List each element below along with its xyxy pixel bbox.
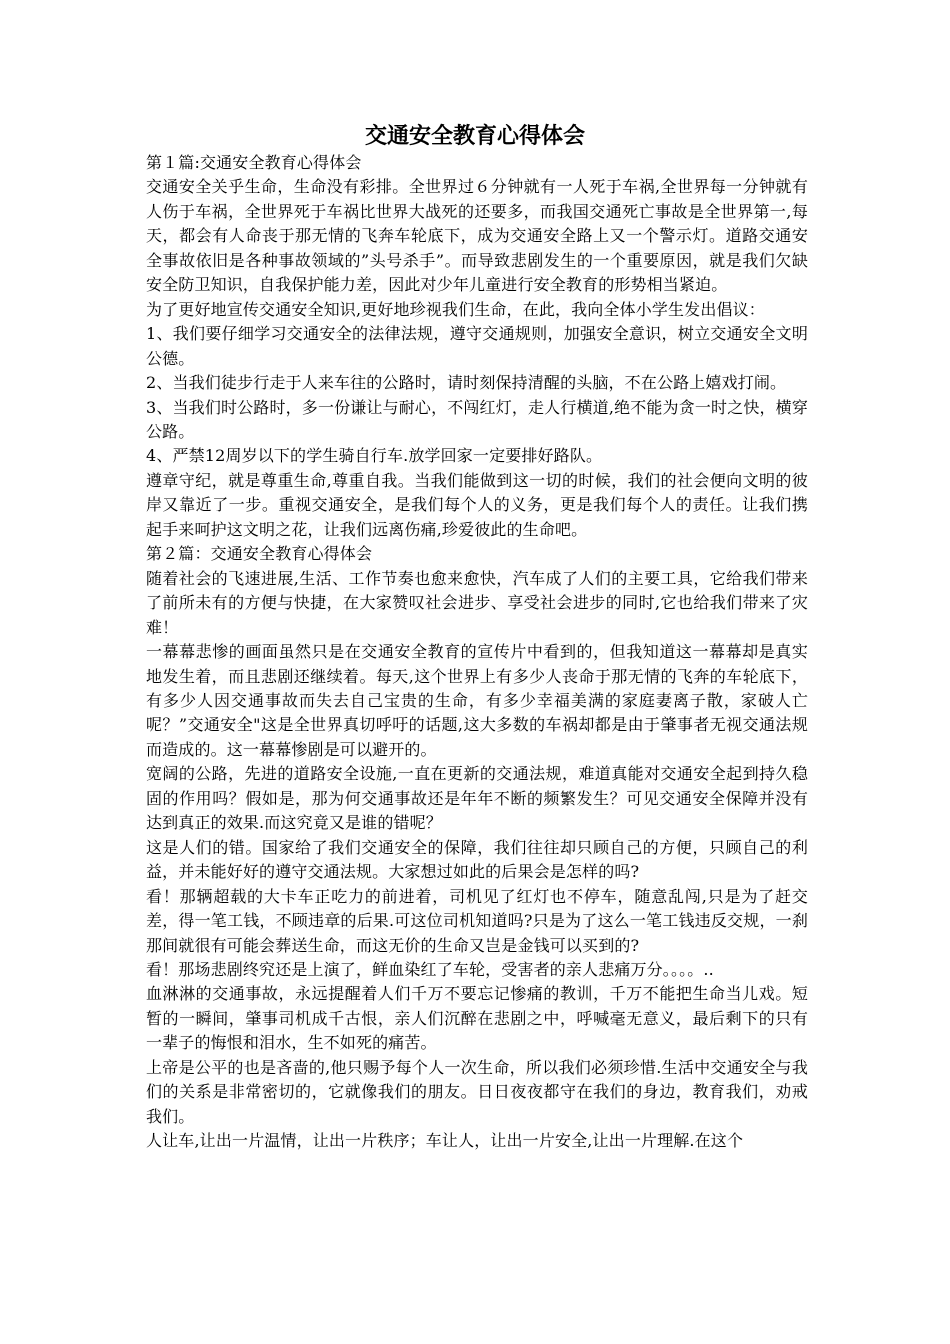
paragraph: 上帝是公平的也是吝啬的,他只赐予每个人一次生命，所以我们必须珍惜.生活中交通安全与我们的关系是非常密切的，它就像我们的朋友。日日夜夜都守在我们的身边，教育我们，劝戒我们。 [146,1057,808,1126]
paragraph: 人让车,让出一片温情，让出一片秩序；车让人，让出一片安全,让出一片理解.在这个 [146,1131,744,1151]
list-item: 1、我们要仔细学习交通安全的法律法规，遵守交通规则，加强安全意识，树立交通安全文明公德。 [146,324,808,368]
section-heading: 第２篇：交通安全教育心得体会 [146,544,373,564]
section-heading: 第１篇:交通安全教育心得体会 [146,153,362,172]
paragraph: 交通安全关乎生命，生命没有彩排。全世界过６分钟就有一人死于车祸,全世界每一分钟就有人伤于车祸，全世界死于车祸比世界大战死的还要多，而我国交通死亡事故是全世界第一,每天，都会有人命丧于那无情的飞奔车轮底下，成为交通安全路上又一个警示灯。道路交通安全事故依旧是各种事故领域的”头号杀手”。而导致悲剧发生的一个重要原因，就是我们欠缺安全防卫知识，自我保护能力差，因此对少年儿童进行安全教育的形势相当紧迫。 [146,177,808,295]
paragraph: 看！那辆超载的大卡车正吃力的前进着，司机见了红灯也不停车，随意乱闯,只是为了赶交差，得一笔工钱，不顾违章的后果.可这位司机知道吗?只是为了这么一笔工钱违反交规，一刹那间就很有可能会葬送生命，而这无价的生命又岂是金钱可以买到的? [146,886,808,955]
paragraph: 遵章守纪，就是尊重生命,尊重自我。当我们能做到这一切的时候，我们的社会便向文明的彼岸又靠近了一步。重视交通安全，是我们每个人的义务，更是我们每个人的责任。让我们携起手来呵护这文明之花，让我们远离伤痛,珍爱彼此的生命吧。 [146,470,808,539]
paragraph: 随着社会的飞速进展,生活、工作节奏也愈来愈快，汽车成了人们的主要工具，它给我们带来了前所未有的方便与快捷，在大家赞叹社会进步、享受社会进步的同时,它也给我们带来了灾难！ [146,568,808,637]
paragraph: 看！那场悲剧终究还是上演了，鲜血染红了车轮，受害者的亲人悲痛万分。。。。.. [146,959,714,979]
paragraph: 这是人们的错。国家给了我们交通安全的保障，我们往往却只顾自己的方便，只顾自己的利益，并未能好好的遵守交通法规。大家想过如此的后果会是怎样的吗? [146,837,808,882]
paragraph: 一幕幕悲惨的画面虽然只是在交通安全教育的宣传片中看到的，但我知道这一幕幕却是真实地发生着，而且悲剧还继续着。每天,这个世界上有多少人丧命于那无情的飞奔的车轮底下，有多少人因交通事故而失去自己宝贵的生命，有多少幸福美满的家庭妻离子散，家破人亡呢？”交通安全"这是全世界真切呼吁的话题,这大多数的车祸却都是由于肇事者无视交通法规而造成的。这一幕幕惨剧是可以避开的。 [146,642,808,759]
document-title: 交通安全教育心得体会 [364,123,585,149]
list-item: 3、当我们时公路时，多一份谦让与耐心，不闯红灯，走人行横道,绝不能为贪一时之快，横穿公路。 [146,397,808,441]
document-body [146,151,808,1154]
list-item: 4、严禁12周岁以下的学生骑自行车.放学回家一定要排好路队。 [146,446,603,466]
list-item: 2、当我们徒步行走于人来车往的公路时，请时刻保持清醒的头脑，不在公路上嬉戏打闹。 [146,373,787,393]
paragraph: 为了更好地宣传交通安全知识,更好地珍视我们生命，在此，我向全体小学生发出倡议： [146,299,765,319]
paragraph: 宽阔的公路，先进的道路安全设施,一直在更新的交通法规，难道真能对交通安全起到持久稳固的作用吗？假如是，那为何交通事故还是年年不断的频繁发生？可见交通安全保障并没有达到真正的效果.而这究竟又是谁的错呢？ [146,764,808,833]
paragraph: 血淋淋的交通事故，永远提醒着人们千万不要忘记惨痛的教训，千万不能把生命当儿戏。短暂的一瞬间，肇事司机成千古恨，亲人们沉醉在悲剧之中，呼喊毫无意义，最后剩下的只有一辈子的悔恨和泪水，生不如死的痛苦。 [146,984,808,1053]
